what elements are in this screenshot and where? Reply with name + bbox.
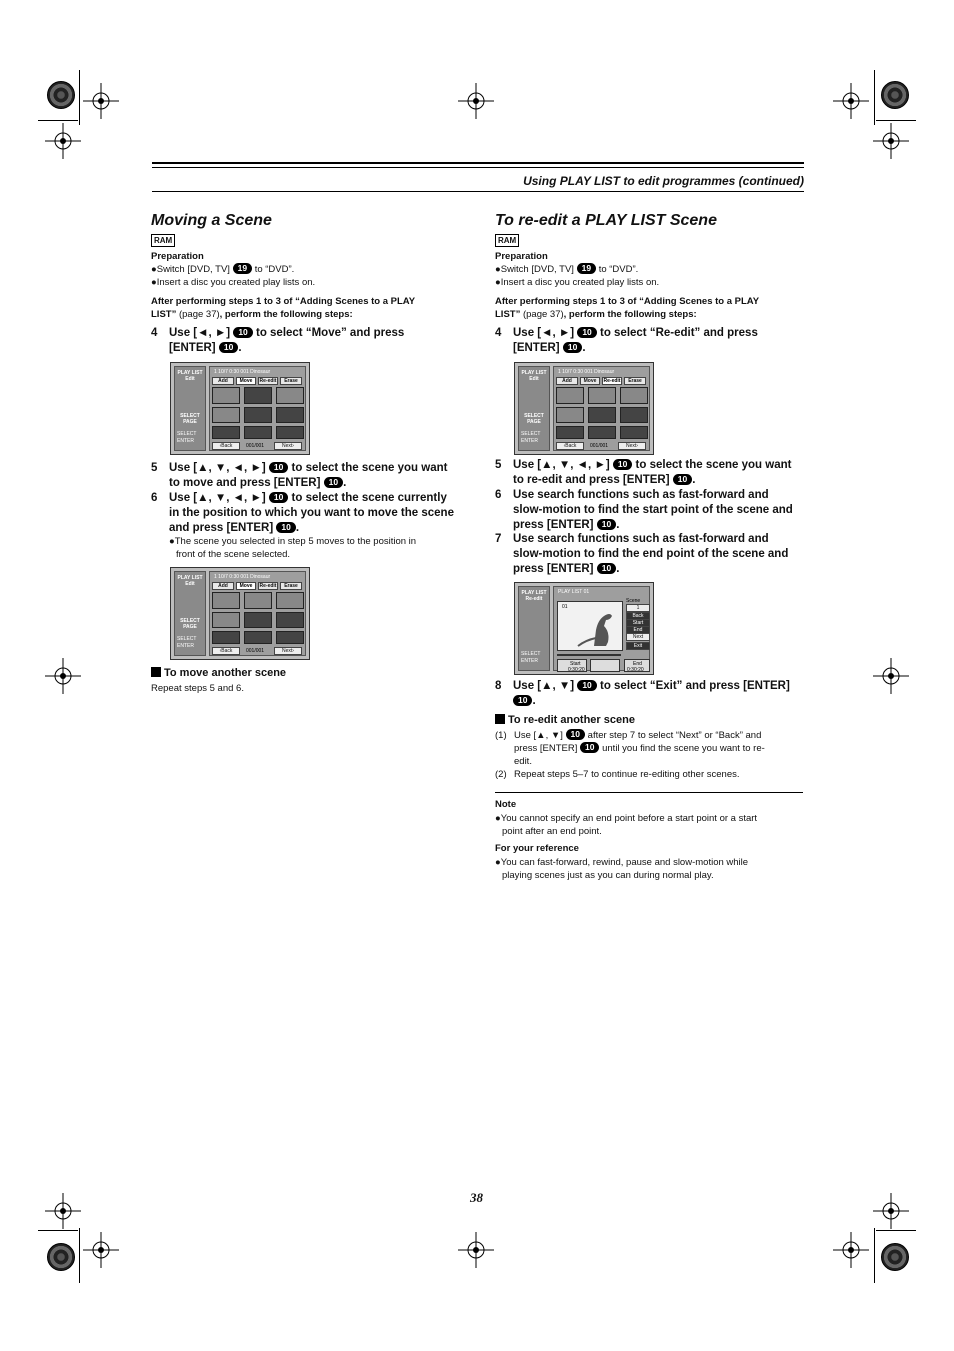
screen-main: 1 10/7 0:30 001 Dinosaur Add Move Re-edit Erase ‹Back 001/001 Next› [553,366,650,451]
preparation-heading: Preparation [495,251,548,262]
header-rule [152,191,804,192]
step-6: 6 Use search functions such as fast-forward and slow-motion to find the start point of the scene and press [ENTER] 10 . [495,489,793,531]
screen-main: 1 10/7 0:30 001 Dinosaur Add Move Re-edit Erase ‹Back 001/001 Next› [209,366,306,451]
screen-sidebar: PLAY LIST Edit SELECT PAGE SELECT ENTER [174,366,206,451]
disc-mark [881,81,909,109]
step-6-note: ●The scene you selected in step 5 moves to the position in front of the scene selected. [169,536,417,560]
registration-mark [833,83,869,119]
crop-mark [38,120,78,121]
disc-mark [47,81,75,109]
note-heading: Note [495,799,517,810]
step-7: 7 Use search functions such as fast-forward and slow-motion to find the end point of the scene and press [ENTER] 10 . [495,533,789,575]
header-rule [152,167,804,168]
screen-reedit-1 [514,362,654,455]
registration-mark [873,1193,909,1229]
section-title: To re-edit a PLAY LIST Scene [495,212,717,229]
button-ref-pill: 19 [233,263,252,274]
page-number: 38 [470,1190,483,1205]
screen-main: 1 10/7 0:30 001 Dinosaur Add Move Re-edit Erase ‹Back 001/001 Next› [209,571,306,656]
preparation-item: ●Switch [DVD, TV] 19 to “DVD”. [495,263,639,275]
running-head: Using PLAY LIST to edit programmes (continued) [523,174,804,188]
ram-badge: RAM [151,234,175,247]
crop-mark [38,1230,78,1231]
preparation-item: ●Switch [DVD, TV] 19 to “DVD”. [151,263,295,275]
sub-item-2: (2) Repeat steps 5–7 to continue re-editing other scenes. [495,769,740,780]
crop-mark [874,1228,875,1283]
reference-heading: For your reference [495,843,579,854]
screen-sidebar: PLAY LIST Edit SELECT PAGE SELECT ENTER [174,571,206,656]
registration-mark [83,83,119,119]
screen-sidebar: PLAY LIST Re-edit SELECT ENTER [518,586,550,671]
crop-mark [876,1230,916,1231]
sub-text: Repeat steps 5 and 6. [151,683,244,694]
screen-sidebar: PLAY LIST Edit SELECT PAGE SELECT ENTER [518,366,550,451]
registration-mark [873,658,909,694]
screen-reedit-2 [514,582,654,675]
preparation-item: ●Insert a disc you created play lists on. [151,277,316,288]
note-rule [495,792,803,793]
reference-text: ●You can fast-forward, rewind, pause and slow-motion while playing scenes just as you can during normal play. [495,857,749,881]
disc-mark [881,1243,909,1271]
screen-move-2 [170,567,310,660]
step-4: 4 Use [◄, ►] 10 to select “Move” and press [ENTER] 10 . [151,327,405,354]
sub-item-1: (1) Use [▲, ▼] 10 after step 7 to select “Next” or “Back” and press [ENTER] 10 until you find the scene you want to re- edit. [495,729,765,767]
step-6: 6 Use [▲, ▼, ◄, ►] 10 to select the scene currently in the position to which you want to move the scene and press [ENTER] 10 . [151,492,454,534]
step-4: 4 Use [◄, ►] 10 to select “Re-edit” and press [ENTER] 10 . [495,327,758,354]
ram-badge: RAM [495,234,519,247]
crop-mark [874,70,875,125]
intro-text: After performing steps 1 to 3 of “Adding Scenes to a PLAY LIST” (page 37), perform the following steps: [151,296,416,320]
registration-mark [45,123,81,159]
registration-mark [458,83,494,119]
preparation-heading: Preparation [151,251,204,262]
registration-mark [873,123,909,159]
disc-mark [47,1243,75,1271]
sub-heading: To re-edit another scene [495,714,635,726]
registration-mark [458,1232,494,1268]
registration-mark [45,658,81,694]
step-5: 5 Use [▲, ▼, ◄, ►] 10 to select the scene you want to re-edit and press [ENTER] 10 . [495,459,792,486]
registration-mark [45,1193,81,1229]
note-text: ●You cannot specify an end point before a start point or a start point after an end point. [495,813,758,837]
screen-move-1 [170,362,310,455]
crop-mark [876,120,916,121]
intro-text: After performing steps 1 to 3 of “Adding Scenes to a PLAY LIST” (page 37), perform the following steps: [495,296,760,320]
section-title: Moving a Scene [151,212,272,229]
step-5: 5 Use [▲, ▼, ◄, ►] 10 to select the scene you want to move and press [ENTER] 10 . [151,462,448,489]
registration-mark [833,1232,869,1268]
header-rule [152,162,804,164]
crop-mark [79,1228,80,1283]
registration-mark [83,1232,119,1268]
crop-mark [79,70,80,125]
step-8: 8 Use [▲, ▼] 10 to select “Exit” and press [ENTER] 10 . [495,680,790,707]
screen-main: PLAY LIST 01 01 Scene 1 Back Start End Next Exit Start 0:30:20 End 0:30:20 [553,586,650,671]
sub-heading: To move another scene [151,667,286,679]
preparation-item: ●Insert a disc you created play lists on. [495,277,660,288]
